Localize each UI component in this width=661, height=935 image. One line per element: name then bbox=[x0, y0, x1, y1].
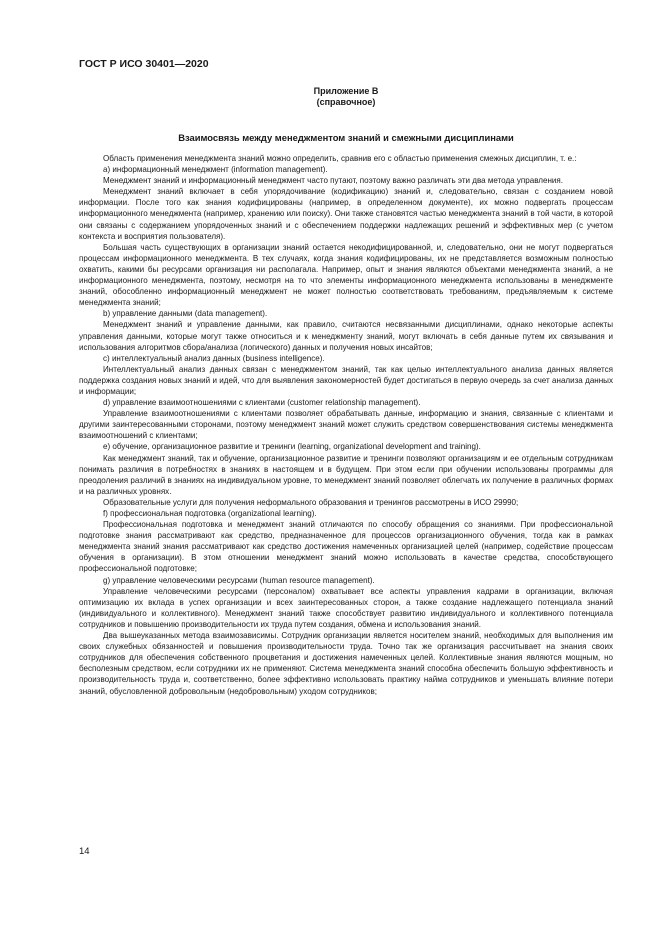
annex-type: (справочное) bbox=[316, 97, 376, 107]
paragraph: Управление человеческими ресурсами (персоналом) охватывает все аспекты управления кадрами в организации, включая оптимизацию их вклада в успех организации и всех заинтересованных сторон, а также создание надлежащего потенциала знаний (индивидуального и коллективного). Менеджмент знаний также способствует развитию индивидуального и коллективного потенциала сотрудников и повышению производительности их труда путем создания, обмена и использования знаний. bbox=[79, 586, 613, 629]
list-item-e: е) обучение, организационное развитие и тренинги (learning, organizational development and training). bbox=[103, 442, 481, 452]
annex-title: Приложение В bbox=[313, 86, 379, 96]
paragraph: Два вышеуказанных метода взаимозависимы. Сотрудник организации является носителем знаний, необходимых для выполнения им своих служебных обязанностей и повышения производительности труда. Точно так же организация рассчитывает на знания своих сотрудников для обеспечения собственного процветания и достижения намеченных целей. Коллективные знания являются мощным, но бесполезным средством, если сотрудники их не применяют. Система менеджмента знаний способна обеспечить большую эффективность и производительность труда и, соответственно, более эффективно использовать практику найма сотрудников и уменьшать влияние потери знаний, обусловленной добровольным (недобровольным) уходом сотрудников; bbox=[79, 631, 613, 696]
paragraph: Интеллектуальный анализ данных связан с менеджментом знаний, так как целью интеллектуального анализа данных является поддержка создания новых знаний и идей, что для выявления закономерностей будет достигаться в первую очередь за счет анализа данных и информации; bbox=[79, 364, 613, 396]
paragraph: Образовательные услуги для получения неформального образования и тренингов рассмотрены в ИСО 29990; bbox=[103, 497, 519, 507]
page-number: 14 bbox=[79, 846, 90, 857]
list-item-a: а) информационный менеджмент (information management). bbox=[103, 165, 328, 175]
list-item-g: g) управление человеческими ресурсами (human resource management). bbox=[103, 575, 375, 585]
body-text bbox=[79, 153, 613, 697]
annex-heading bbox=[79, 86, 613, 108]
standard-header: ГОСТ Р ИСО 30401—2020 bbox=[79, 58, 209, 70]
list-item-d: d) управление взаимоотношениями с клиентами (customer relationship management). bbox=[103, 398, 421, 408]
paragraph: Менеджмент знаний включает в себя упорядочивание (кодификацию) знаний и, следовательно, связан с созданием новой информации. После того как знания кодифицированы (например, в определенном документе), их можно подвергать процессам информационного менеджмента (например, хранению или поиску). Они также становятся частью менеджмента знаний в той части, в которой они связаны с содержанием упорядоченных знаний и с обеспечением поддержки надлежащих решений и эффективных мер (с учетом контекста и восприятия пользователя). bbox=[79, 187, 613, 241]
paragraph: Большая часть существующих в организации знаний остается некодифицированной, и, следовательно, они не могут подвергаться процессам информационного менеджмента. В тех случаях, когда знания кодифицированы, их не представляется возможным полностью охватить, какими бы ресурсами организация ни располагала. Например, опыт и знания являются объектами менеджмента знаний, а не информационного менеджмента, поэтому, несмотря на то что элементы информационного менеджмента использованы в менеджменте знаний, обособленно информационный менеджмент не может полностью соответствовать требованиям, предъявляемым к системе менеджмента знаний; bbox=[79, 242, 613, 308]
paragraph: Менеджмент знаний и управление данными, как правило, считаются несвязанными дисциплинами, однако некоторые аспекты управления данными, которые могут также относиться и к менеджменту знаний, могут включать в себя данные путем их связывания и использования алгоритмов сбора/анализа (логического) данных и получения новых инсайтов; bbox=[79, 320, 613, 352]
paragraph: Управление взаимоотношениями с клиентами позволяет обрабатывать данные, информацию и знания, связанные с клиентами и другими заинтересованными сторонами, поэтому менеджмент знаний может служить средством совершенствования системы менеджмента взаимоотношений с клиентами; bbox=[79, 409, 613, 441]
section-title: Взаимосвязь между менеджментом знаний и смежными дисциплинами bbox=[178, 132, 514, 143]
paragraph: Как менеджмент знаний, так и обучение, организационное развитие и тренинги позволяют организациям и ее отдельным сотрудникам понимать различия в потребностях в знаниях в настоящем и в будущем. При этом если при обучении использованы программы для преодоления различий в знаниях на индивидуальном уровне, то менеджмент знаний позволяет облегчать их получение в различных формах и на различных уровнях. bbox=[79, 453, 613, 496]
list-item-f: f) профессиональная подготовка (organizational learning). bbox=[103, 509, 317, 518]
paragraph: Профессиональная подготовка и менеджмент знаний отличаются по способу обращения со знаниями. При профессиональной подготовке знания рассматривают как средство, предназначенное для процессов организационного обучения, тогда как в рамках менеджмента знаний знания рассматривают как средство достижения намеченных организацией целей (например, содействие процессам обучения в организации). В этом отношении менеджмент знаний можно использовать в качестве средства, способствующего профессиональной подготовке; bbox=[79, 520, 613, 574]
list-item-c: с) интеллектуальный анализ данных (business intelligence). bbox=[103, 353, 325, 363]
paragraph: Менеджмент знаний и информационный менеджмент часто путают, поэтому важно различать эти два метода управления. bbox=[103, 176, 564, 186]
list-item-b: b) управление данными (data management). bbox=[103, 309, 268, 319]
paragraph: Область применения менеджмента знаний можно определить, сравнив его с областью применения смежных дисциплин, т. е.: bbox=[103, 154, 577, 163]
